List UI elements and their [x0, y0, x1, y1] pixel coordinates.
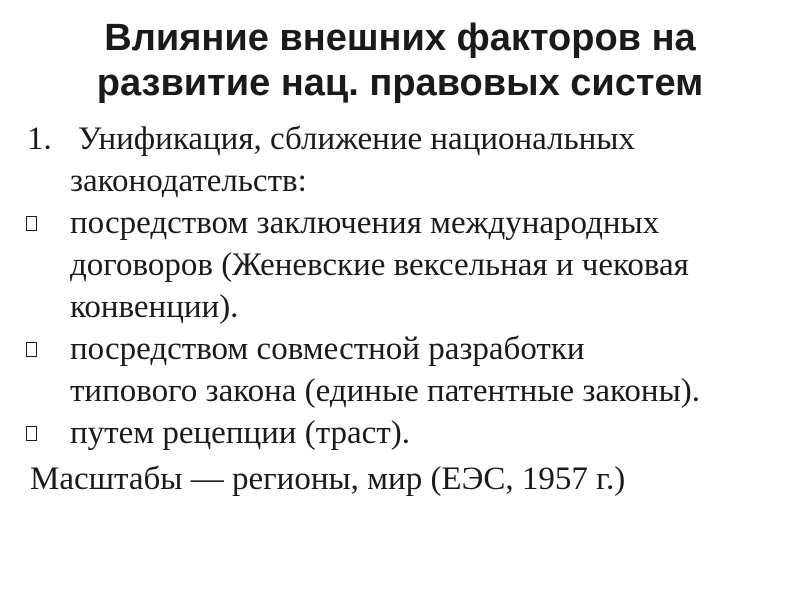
numbered-item-line-2: законодательств: [70, 163, 307, 199]
slide-content [0, 118, 800, 500]
bullet-3-line-1: путем рецепции (траст). [70, 415, 410, 451]
square-bullet-icon [26, 216, 37, 231]
list-number: 1. [27, 121, 52, 157]
bullet-item-1-continuation [0, 244, 800, 286]
slide-title [0, 16, 800, 106]
numbered-item [0, 118, 800, 160]
title-line-1: Влияние внешних факторов на [104, 17, 696, 59]
bullet-2-line-2: типового закона (единые патентные законы). [70, 373, 700, 409]
numbered-item-continuation [0, 160, 800, 202]
bullet-1-line-1: посредством заключения международных [70, 205, 660, 241]
numbered-item-line-1: Унификация, сближение национальных [78, 121, 635, 157]
bullet-1-line-2: договоров (Женевские вексельная и чековая [70, 247, 689, 283]
bullet-item-1-continuation [0, 286, 800, 328]
bullet-item-2-continuation [0, 370, 800, 412]
square-bullet-icon [26, 342, 37, 357]
bullet-item-1 [0, 202, 800, 244]
title-line-2: развитие нац. правовых систем [96, 62, 704, 104]
square-bullet-icon [26, 426, 37, 441]
bullet-item-3 [0, 412, 800, 454]
bullet-2-line-1: посредством совместной разработки [70, 331, 585, 367]
bullet-item-2 [0, 328, 800, 370]
bullet-1-line-3: конвенции). [70, 289, 239, 325]
footer-text: Масштабы — регионы, мир (ЕЭС, 1957 г.) [30, 461, 626, 497]
footer-statement [0, 458, 800, 500]
